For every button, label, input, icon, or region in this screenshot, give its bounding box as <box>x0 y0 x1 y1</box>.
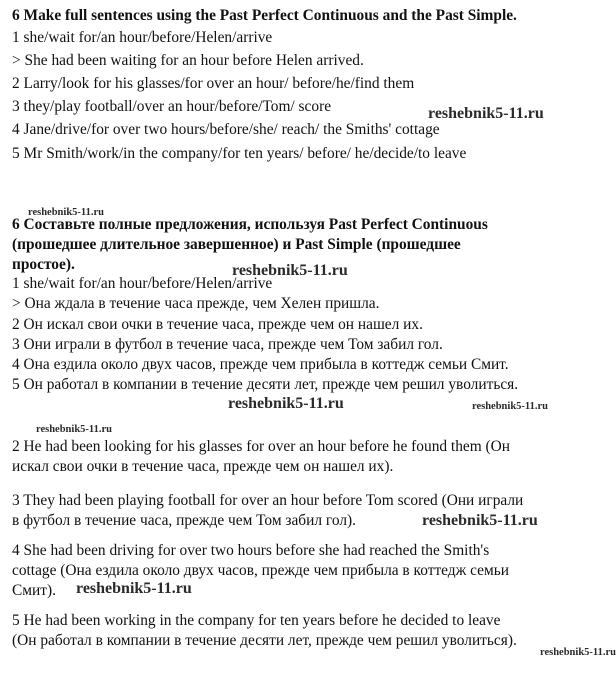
answer-line: 2 He had been looking for his glasses for over an hour before he found them (Он <box>12 438 511 455</box>
exercise-en-item: 2 Larry/look for his glasses/for over an hour/ before/he/find them <box>12 75 415 92</box>
answer-line: искал свои очки в течение часа, прежде чем он нашел их). <box>12 458 394 475</box>
answer-line: 5 He had been working in the company for ten years before he decided to leave <box>12 612 501 629</box>
answer-line: Смит). <box>12 582 56 599</box>
exercise-en-item: 3 they/play football/over an hour/before/Tom/ score <box>12 98 332 115</box>
exercise-en-item: 1 she/wait for/an hour/before/Helen/arrive <box>12 29 273 46</box>
exercise-ru-title: 6 Составьте полные предложения, используя Past Perfect Continuous <box>12 216 488 233</box>
exercise-ru-example: > Она ждала в течение часа прежде, чем Хелен пришла. <box>12 295 380 312</box>
exercise-en-item: 5 Mr Smith/work/in the company/for ten years/ before/ he/decide/to leave <box>12 145 467 162</box>
answer-line: 3 They had been playing football for over an hour before Tom scored (Они играли <box>12 492 524 509</box>
exercise-ru-item: 4 Она ездила около двух часов, прежде чем прибыла в коттедж семьи Смит. <box>12 356 509 373</box>
exercise-ru-title: простое). <box>12 256 75 273</box>
watermark: reshebnik5-11.ru <box>422 512 538 529</box>
answer-line: 4 She had been driving for over two hours before she had reached the Smith's <box>12 542 490 559</box>
watermark: reshebnik5-11.ru <box>28 207 104 218</box>
answer-line: cottage (Она ездила около двух часов, прежде чем прибыла в коттедж семьи <box>12 562 509 579</box>
watermark: reshebnik5-11.ru <box>76 580 192 597</box>
watermark: reshebnik5-11.ru <box>36 424 112 435</box>
watermark: reshebnik5-11.ru <box>540 647 616 658</box>
exercise-ru-item: 2 Он искал свои очки в течение часа, прежде чем он нашел их. <box>12 316 423 333</box>
exercise-en-item: 4 Jane/drive/for over two hours/before/she/ reach/ the Smiths' cottage <box>12 121 440 138</box>
exercise-ru-item: 1 she/wait for/an hour/before/Helen/arrive <box>12 275 273 292</box>
watermark: reshebnik5-11.ru <box>232 262 348 279</box>
exercise-en-title: 6 Make full sentences using the Past Perfect Continuous and the Past Simple. <box>12 7 517 24</box>
watermark: reshebnik5-11.ru <box>472 401 548 412</box>
exercise-ru-item: 3 Они играли в футбол в течение часа, прежде чем Том забил гол. <box>12 336 443 353</box>
exercise-ru-item: 5 Он работал в компании в течение десяти лет, прежде чем решил уволиться. <box>12 376 519 393</box>
watermark: reshebnik5-11.ru <box>228 395 344 412</box>
answer-line: (Он работал в компании в течение десяти лет, прежде чем решил уволиться). <box>12 632 517 649</box>
watermark: reshebnik5-11.ru <box>428 105 544 122</box>
exercise-en-example: > She had been waiting for an hour before Helen arrived. <box>12 52 364 69</box>
exercise-ru-title: (прошедшее длительное завершенное) и Past Simple (прошедшее <box>12 236 461 253</box>
answer-line: в футбол в течение часа, прежде чем Том забил гол). <box>12 512 356 529</box>
